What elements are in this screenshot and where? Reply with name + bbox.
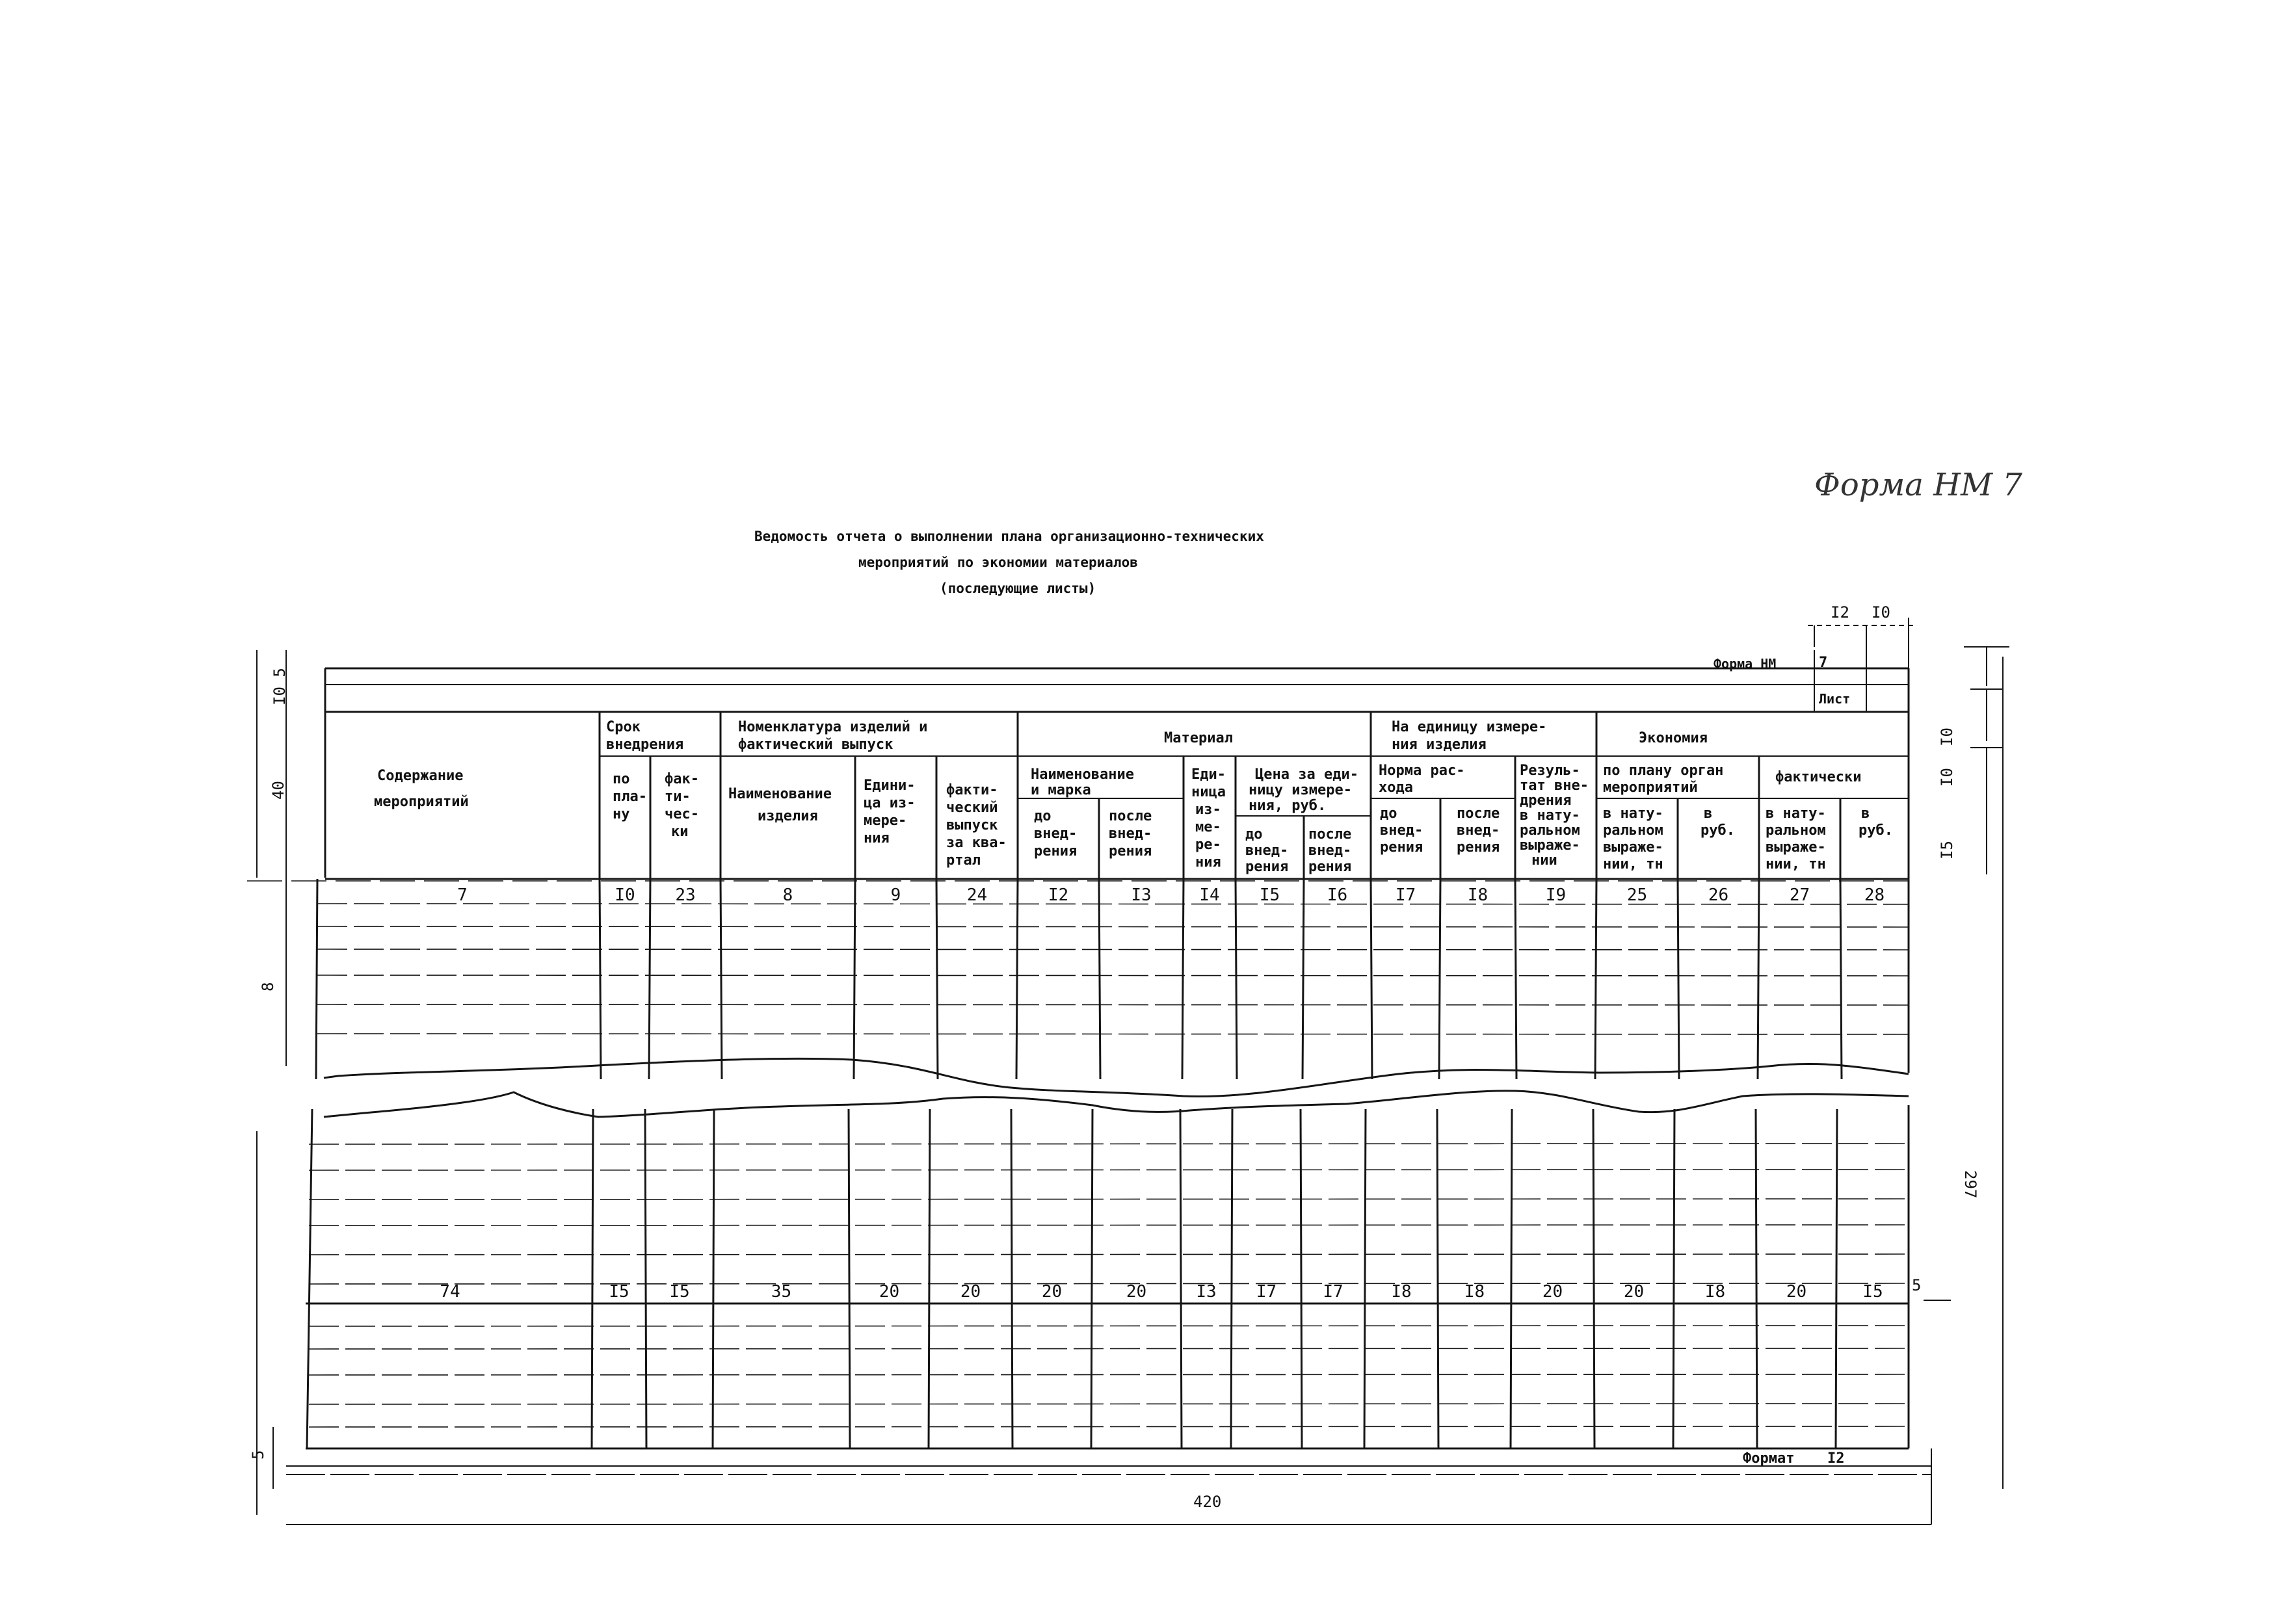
column-number: I7 xyxy=(1395,885,1416,905)
header-fakticheski-econ: фактически xyxy=(1775,769,1862,785)
column-width: 20 xyxy=(1623,1282,1645,1302)
upper-column-divider xyxy=(1182,879,1184,1079)
header-norma-1: Норма рас- xyxy=(1379,763,1465,779)
upper-column-divider xyxy=(1236,879,1237,1079)
header-fakt-vyp-4: за ква- xyxy=(946,835,1007,851)
header-norma-posle-1: после xyxy=(1457,805,1500,822)
header-plan-nat-1: в нату- xyxy=(1603,805,1663,822)
header-cena-posle-1: после xyxy=(1308,826,1352,843)
header-fakt-nat-1: в нату- xyxy=(1766,805,1826,822)
header-posle-3: рения xyxy=(1109,843,1152,859)
column-width: 74 xyxy=(440,1282,460,1302)
column-width: I7 xyxy=(1323,1282,1343,1302)
stamp-forma-number: 7 xyxy=(1819,655,1828,671)
lower-column-divider xyxy=(929,1109,930,1448)
header-rez-3: дрения xyxy=(1520,792,1572,809)
column-number: I2 xyxy=(1048,885,1069,905)
column-width: 20 xyxy=(1126,1282,1147,1302)
header-fakt-3: чес- xyxy=(665,806,699,822)
column-width: 20 xyxy=(960,1282,981,1302)
column-width: I5 xyxy=(1862,1282,1883,1302)
title-line-2: мероприятий по экономии материалов xyxy=(858,555,1138,570)
lower-column-divider xyxy=(645,1109,646,1448)
header-po-planu-3: ну xyxy=(613,806,630,822)
header-fakt-4: ки xyxy=(671,824,689,840)
dim-bottom-width: 420 xyxy=(1193,1493,1222,1511)
lower-column-divider xyxy=(1231,1109,1232,1448)
lower-row-line xyxy=(309,1254,1909,1255)
upper-column-divider xyxy=(1515,879,1516,1079)
column-width: 20 xyxy=(1041,1282,1063,1302)
header-norma-do-3: рения xyxy=(1380,839,1423,856)
header-po-planu-1: по xyxy=(613,771,630,787)
column-width: I3 xyxy=(1196,1282,1217,1302)
column-number: I9 xyxy=(1545,885,1567,905)
header-ekonomiya: Экономия xyxy=(1639,730,1708,746)
stamp-format-label: Формат xyxy=(1743,1450,1795,1467)
lower-column-divider xyxy=(1011,1109,1012,1448)
dim-left-header: 40 xyxy=(269,781,287,800)
lower-row-line xyxy=(309,1348,1909,1349)
upper-column-divider xyxy=(649,879,650,1079)
column-number: 24 xyxy=(966,885,988,905)
upper-column-divider xyxy=(1371,879,1372,1079)
upper-column-divider xyxy=(600,879,601,1079)
header-po-planu-org-2: мероприятий xyxy=(1603,779,1698,796)
lower-column-divider xyxy=(849,1109,850,1448)
upper-column-divider xyxy=(1099,879,1100,1079)
upper-column-divider xyxy=(1303,879,1304,1079)
header-po-planu-org-1: по плану орган xyxy=(1603,763,1724,779)
header-posle-1: после xyxy=(1109,808,1152,824)
column-width: I7 xyxy=(1256,1282,1277,1302)
header-fakt-rub-1: в xyxy=(1861,805,1870,822)
lower-column-divider xyxy=(1301,1109,1302,1448)
header-plan-nat-4: нии, тн xyxy=(1603,856,1663,872)
header-nomenklatura-1: Номенклатура изделий и xyxy=(738,719,928,735)
column-width: I8 xyxy=(1704,1282,1726,1302)
header-content-2: мероприятий xyxy=(374,794,469,810)
header-rez-5: ральном xyxy=(1520,822,1580,839)
header-plan-nat-2: ральном xyxy=(1603,822,1663,839)
upper-row-line xyxy=(317,949,1909,950)
lower-column-divider xyxy=(1756,1109,1757,1448)
column-number: 28 xyxy=(1864,885,1885,905)
dim-right-3: I5 xyxy=(1938,841,1956,859)
stamp-format-number: I2 xyxy=(1827,1450,1845,1467)
header-fakt-nat-4: нии, тн xyxy=(1766,856,1826,872)
upper-body-grid xyxy=(316,879,1842,1079)
lower-column-divider xyxy=(1593,1109,1594,1448)
header-ed-mat-6: ния xyxy=(1195,854,1221,871)
upper-column-divider xyxy=(721,879,722,1079)
header-na-ed-1: На единицу измере- xyxy=(1392,719,1547,735)
header-rez-2: тат вне- xyxy=(1520,778,1589,794)
column-width: I5 xyxy=(609,1282,629,1302)
header-fakt-rub-2: руб. xyxy=(1859,822,1893,839)
header-fakt-vyp-2: ческий xyxy=(946,800,998,816)
upper-row-line xyxy=(317,926,1909,927)
break-lines xyxy=(324,1058,1909,1117)
lower-column-divider xyxy=(1511,1109,1512,1448)
header-labels xyxy=(374,719,1893,875)
bottom-frame xyxy=(286,1105,1931,1525)
title-line-3: (последующие листы) xyxy=(940,581,1096,596)
header-ed-izm-2: ца из- xyxy=(864,795,916,811)
header-do-2: внед- xyxy=(1034,826,1078,842)
header-norma-do-1: до xyxy=(1380,805,1397,822)
header-rez-4: в нату- xyxy=(1520,807,1580,824)
header-na-ed-2: ния изделия xyxy=(1392,737,1487,753)
header-material: Материал xyxy=(1164,730,1233,746)
column-number: 8 xyxy=(782,885,793,905)
dim-left-top: I0 5 xyxy=(271,668,289,705)
header-ed-mat-5: ре- xyxy=(1195,837,1221,853)
header-content-1: Содержание xyxy=(377,768,464,784)
header-ed-izm-4: ния xyxy=(864,830,890,846)
header-cena-2: ницу измере- xyxy=(1249,782,1352,798)
lower-row-line xyxy=(309,1374,1909,1375)
header-fakt-vyp-3: выпуск xyxy=(946,817,998,833)
lower-row-line xyxy=(309,1426,1909,1427)
upper-row-line xyxy=(317,1004,1909,1005)
upper-column-divider xyxy=(936,879,938,1079)
upper-body-rows xyxy=(317,904,1909,1034)
column-number: 7 xyxy=(457,885,468,905)
header-fakt-nat-2: ральном xyxy=(1766,822,1826,839)
header-cena-1: Цена за еди- xyxy=(1255,766,1358,783)
dim-top-12: I2 xyxy=(1831,603,1849,622)
column-number: 26 xyxy=(1708,885,1729,905)
header-ed-mat-2: ница xyxy=(1191,784,1226,800)
header-plan-rub-2: руб. xyxy=(1700,822,1735,839)
header-fakt-vyp-5: ртал xyxy=(946,852,981,869)
title-line-1: Ведомость отчета о выполнении плана организационно-технических xyxy=(754,529,1264,544)
column-width: 20 xyxy=(879,1282,900,1302)
lower-column-divider xyxy=(592,1109,593,1448)
header-rez-6: выраже- xyxy=(1520,837,1580,854)
header-cena-do-2: внед- xyxy=(1245,843,1289,859)
header-do-3: рения xyxy=(1034,843,1078,859)
header-fakt-vyp-1: факти- xyxy=(946,782,998,798)
upper-column-divider xyxy=(1678,879,1679,1079)
upper-column-divider xyxy=(1016,879,1018,1079)
upper-column-divider xyxy=(1840,879,1842,1079)
dim-left-bottom: 5 xyxy=(249,1450,267,1460)
lower-column-divider xyxy=(1180,1109,1182,1448)
lower-column-divider xyxy=(1673,1109,1674,1448)
header-naim-izd-2: изделия xyxy=(758,808,818,824)
column-width: 20 xyxy=(1786,1282,1807,1302)
header-do-1: до xyxy=(1034,808,1052,824)
column-number: 25 xyxy=(1626,885,1648,905)
header-cena-do-1: до xyxy=(1245,826,1263,843)
header-nomenklatura-2: фактический выпуск xyxy=(738,737,893,753)
lower-column-divider xyxy=(1836,1109,1837,1448)
column-number: 9 xyxy=(890,885,901,905)
lower-body-rows xyxy=(309,1144,1909,1427)
header-naim-marka-1: Наименование xyxy=(1031,766,1134,783)
lower-column-divider xyxy=(713,1109,714,1448)
header-naim-marka-2: и марка xyxy=(1031,782,1091,798)
column-number: I5 xyxy=(1259,885,1280,905)
lower-left-border xyxy=(307,1109,312,1448)
stamp-forma-label: Форма НМ xyxy=(1713,656,1777,672)
document-title xyxy=(754,529,1264,596)
lower-column-divider xyxy=(1364,1109,1366,1448)
dimension-lines xyxy=(247,618,2009,1515)
header-cena-3: ния, руб. xyxy=(1249,798,1327,814)
header-cena-posle-2: внед- xyxy=(1308,843,1352,859)
dim-left-rows: 8 xyxy=(259,982,277,991)
column-number: 27 xyxy=(1789,885,1810,905)
header-po-planu-2: пла- xyxy=(613,789,647,805)
lower-column-divider xyxy=(1437,1109,1438,1448)
header-srok-2: внедрения xyxy=(606,737,684,753)
lower-body-grid xyxy=(306,1109,1909,1448)
header-ed-mat-1: Еди- xyxy=(1191,766,1226,783)
lower-row-line xyxy=(309,1283,1909,1284)
header-ed-izm-3: мере- xyxy=(864,813,907,829)
lower-column-divider xyxy=(1091,1109,1092,1448)
header-plan-rub-1: в xyxy=(1704,805,1713,822)
header-norma-posle-3: рения xyxy=(1457,839,1500,856)
dim-top-10: I0 xyxy=(1872,603,1890,622)
header-fakt-1: фак- xyxy=(665,771,699,787)
upper-column-divider xyxy=(1595,879,1596,1079)
column-number: I6 xyxy=(1327,885,1348,905)
header-norma-posle-2: внед- xyxy=(1457,822,1500,839)
upper-column-divider xyxy=(1758,879,1759,1079)
header-naim-izd-1: Наименование xyxy=(728,786,832,802)
upper-row-line xyxy=(317,975,1909,976)
upper-column-divider xyxy=(1439,879,1440,1079)
header-rez-7: нии xyxy=(1531,852,1557,869)
column-number: I0 xyxy=(615,885,635,905)
dim-right-row: 5 xyxy=(1912,1276,1922,1294)
header-norma-do-2: внед- xyxy=(1380,822,1423,839)
stamp-list-label: Лист xyxy=(1819,691,1851,707)
header-ed-mat-3: из- xyxy=(1195,802,1221,818)
handwritten-form-label: Форма НМ 7 xyxy=(1814,467,2022,503)
column-width: I8 xyxy=(1464,1282,1485,1302)
dim-right-1: I0 xyxy=(1938,727,1956,746)
header-fakt-2: ти- xyxy=(665,789,691,805)
header-fakt-nat-3: выраже- xyxy=(1766,839,1826,856)
header-srok-1: Срок xyxy=(606,719,641,735)
column-width-row xyxy=(440,1282,1883,1302)
header-cena-do-3: рения xyxy=(1245,859,1289,875)
header-posle-2: внед- xyxy=(1109,826,1152,842)
column-number: I3 xyxy=(1131,885,1152,905)
column-width: I5 xyxy=(669,1282,690,1302)
column-width: 20 xyxy=(1542,1282,1563,1302)
column-number: I8 xyxy=(1467,885,1489,905)
header-norma-2: хода xyxy=(1379,779,1413,796)
header-plan-nat-3: выраже- xyxy=(1603,839,1663,856)
column-number-row xyxy=(457,885,1885,905)
header-cena-posle-3: рения xyxy=(1308,859,1352,875)
upper-column-divider xyxy=(854,879,855,1079)
header-ed-mat-4: ме- xyxy=(1195,819,1221,835)
column-width: 35 xyxy=(771,1282,792,1302)
column-number: 23 xyxy=(675,885,696,905)
dim-right-height: 297 xyxy=(1961,1170,1979,1199)
header-rez-1: Резуль- xyxy=(1520,763,1580,779)
header-ed-izm-1: Едини- xyxy=(864,778,916,794)
upper-left-border xyxy=(316,879,317,1079)
column-width: I8 xyxy=(1391,1282,1412,1302)
column-number: I4 xyxy=(1199,885,1220,905)
dim-right-2: I0 xyxy=(1938,768,1956,787)
